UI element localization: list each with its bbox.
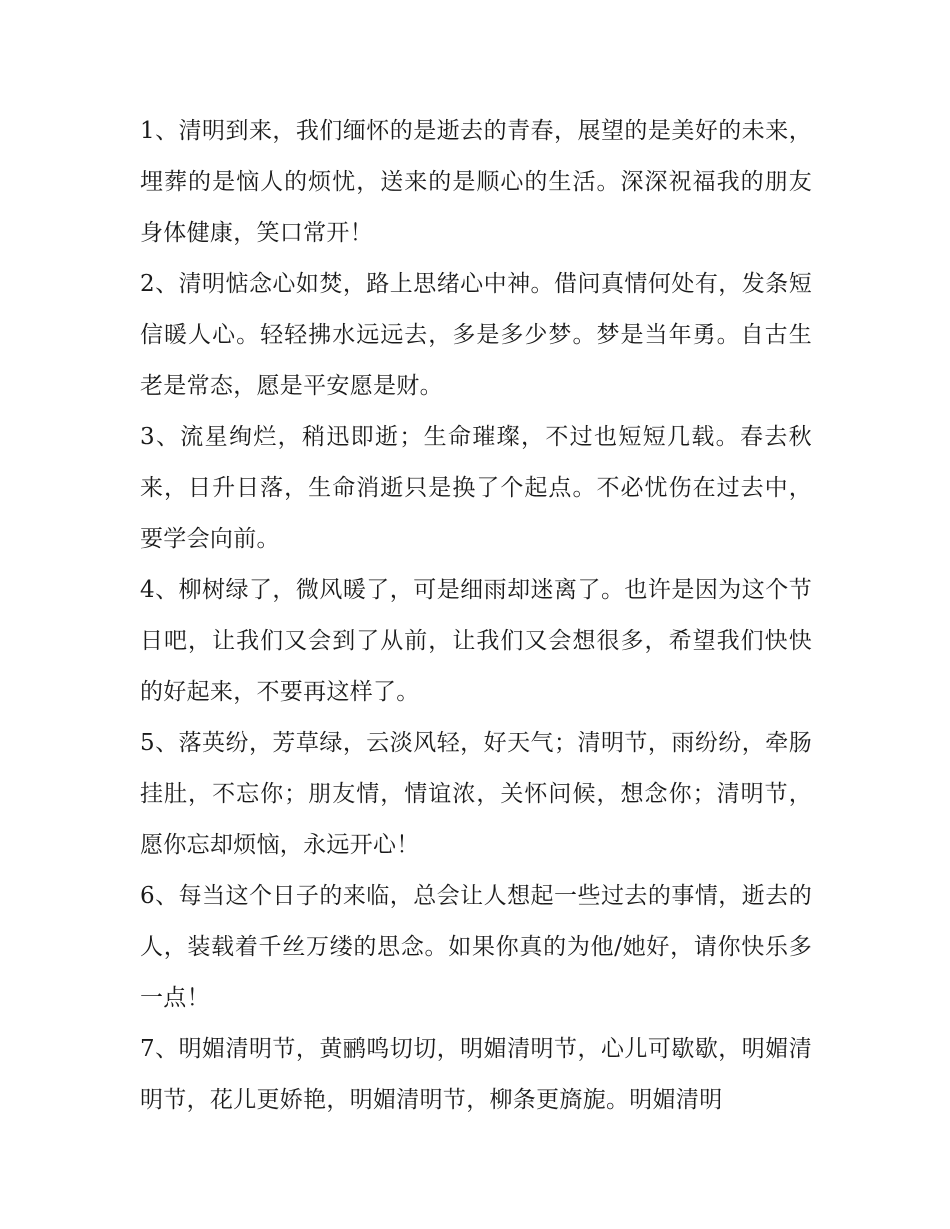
paragraph-7: 7、明媚清明节，黄鹂鸣切切，明媚清明节，心儿可歇歇，明媚清明节，花儿更娇艳，明媚清明节，柳条更旖旎。明媚清明 <box>140 1036 812 1113</box>
paragraph-5: 5、落英纷，芳草绿，云淡风轻，好天气；清明节，雨纷纷，牵肠挂肚，不忘你；朋友情，情谊浓，关怀问候，想念你；清明节，愿你忘却烦恼，永远开心！ <box>140 730 812 858</box>
paragraph-4: 4、柳树绿了，微风暖了，可是细雨却迷离了。也许是因为这个节日吧，让我们又会到了从前，让我们又会想很多，希望我们快快的好起来，不要再这样了。 <box>140 577 812 705</box>
document-body <box>140 106 812 1126</box>
paragraph-3: 3、流星绚烂，稍迅即逝；生命璀璨，不过也短短几载。春去秋来，日升日落，生命消逝只是换了个起点。不必忧伤在过去中，要学会向前。 <box>140 424 812 552</box>
paragraph-1: 1、清明到来，我们缅怀的是逝去的青春，展望的是美好的未来，埋葬的是恼人的烦忧，送来的是顺心的生活。深深祝福我的朋友身体健康，笑口常开！ <box>140 118 812 246</box>
paragraph-2: 2、清明惦念心如焚，路上思绪心中神。借问真情何处有，发条短信暖人心。轻轻拂水远远去，多是多少梦。梦是当年勇。自古生老是常态，愿是平安愿是财。 <box>140 271 812 399</box>
paragraph-6: 6、每当这个日子的来临，总会让人想起一些过去的事情，逝去的人，装载着千丝万缕的思念。如果你真的为他/她好，请你快乐多一点！ <box>140 883 812 1011</box>
